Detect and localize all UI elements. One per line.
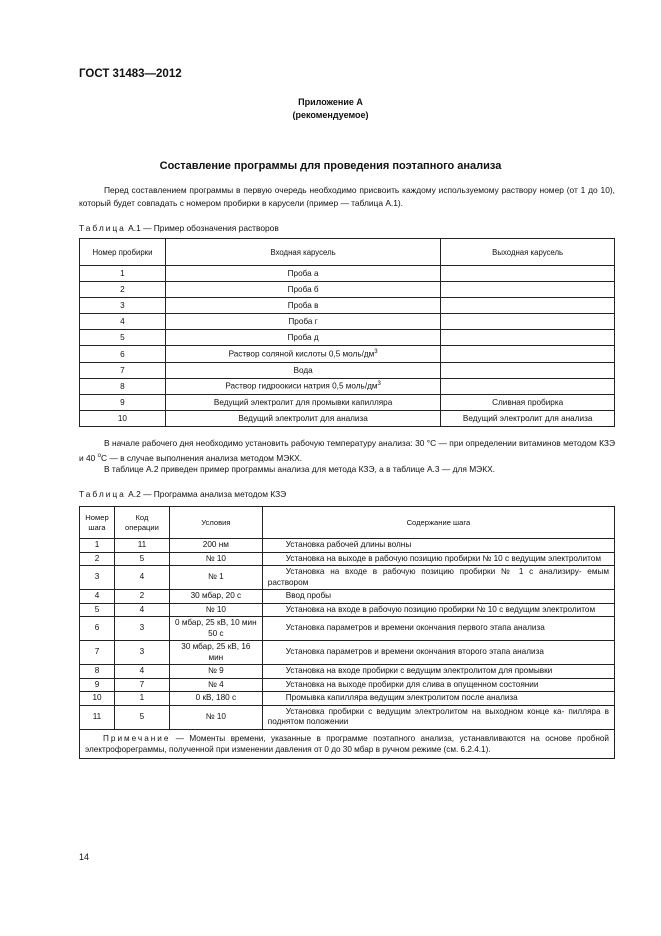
- column-header: Выходная карусель: [441, 239, 615, 266]
- column-header: Содержание шага: [262, 507, 614, 539]
- tables-reference-paragraph: В таблице А.2 приведен пример программы анализа для метода КЗЭ, а в таблице А.3 — для МЭКХ.: [104, 464, 495, 474]
- table-row: [80, 617, 615, 641]
- step-description-text: Установка рабочей длины волны: [285, 540, 412, 549]
- appendix-title: Приложение А: [298, 97, 363, 107]
- output-carousel-cell: Сливная пробирка: [441, 394, 615, 410]
- solutions-table: [79, 238, 615, 427]
- operation-code-cell: 11: [114, 539, 169, 553]
- table2-caption: [79, 489, 286, 499]
- step-description-text: Установка на выходе в рабочую позицию пробирки № 10 с ведущим электролитом: [285, 553, 601, 563]
- operation-code-cell: 2: [114, 590, 169, 604]
- conditions-cell: № 10: [169, 552, 262, 566]
- step-description-text: Установка параметров и времени окончания второго этапа анализа: [285, 647, 544, 657]
- tube-number-cell: 7: [80, 362, 166, 378]
- temperature-paragraph: [79, 437, 615, 464]
- superscript: 3: [377, 381, 381, 388]
- table-row: [80, 590, 615, 604]
- table1-caption: [79, 223, 279, 233]
- step-number-cell: 4: [80, 590, 115, 604]
- conditions-cell: № 9: [169, 665, 262, 679]
- input-carousel-text: Раствор соляной кислоты 0,5 моль/дм: [228, 349, 375, 359]
- appendix-subtitle: (рекомендуемое): [292, 110, 369, 120]
- step-description-cell: [262, 603, 614, 617]
- table-row: [80, 692, 615, 706]
- column-header: Входная карусель: [165, 239, 440, 266]
- input-carousel-cell: [165, 394, 440, 410]
- operation-code-cell: 4: [114, 665, 169, 679]
- output-carousel-cell: [441, 282, 615, 298]
- step-description-text: Установка на выходе пробирки для слива в опущенном состоянии: [285, 679, 539, 689]
- step-description-text: Установка на входе в рабочую позицию пробирки № 1 с анализиру- емым раствором: [267, 567, 609, 587]
- step-number-cell: 1: [80, 539, 115, 553]
- temperature-text-a: В начале рабочего дня необходимо установить рабочую температуру анализа: 30 °С — при определении витаминов методом КЗЭ и 40: [79, 438, 615, 463]
- operation-code-cell: 7: [114, 678, 169, 692]
- table-row: [80, 266, 615, 282]
- input-carousel-cell: [165, 362, 440, 378]
- analysis-program-table: [79, 506, 615, 759]
- conditions-cell: 0 мбар, 25 кВ, 10 мин 50 с: [169, 617, 262, 641]
- input-carousel-text: Проба б: [287, 285, 319, 295]
- output-carousel-cell: [441, 362, 615, 378]
- table-row: [80, 378, 615, 394]
- input-carousel-text: Проба в: [287, 301, 319, 311]
- input-carousel-text: Раствор гидроокиси натрия 0,5 моль/дм: [225, 382, 378, 392]
- page-number: 14: [79, 852, 90, 862]
- step-number-cell: 9: [80, 678, 115, 692]
- output-carousel-cell: [441, 378, 615, 394]
- note-text: — Моменты времени, указанные в программе поэтапного анализа, устанавливаются на основе пробной электрофореграммы, полученной при изменении давления от 0 до 30 мбар в ручном режиме (см. 6.2.4.1).: [85, 733, 610, 754]
- input-carousel-text: Ведущий электролит для промывки капилляра: [213, 397, 393, 407]
- step-description-cell: [262, 590, 614, 604]
- input-carousel-cell: [165, 330, 440, 346]
- table-row: [80, 346, 615, 362]
- table-row: [80, 539, 615, 553]
- step-description-text: Установка параметров и времени окончания первого этапа анализа: [285, 623, 545, 633]
- table-row: [80, 282, 615, 298]
- output-carousel-cell: [441, 346, 615, 362]
- output-carousel-cell: [441, 298, 615, 314]
- conditions-cell: № 10: [169, 705, 262, 729]
- step-description-cell: [262, 678, 614, 692]
- step-number-cell: 5: [80, 603, 115, 617]
- column-header: Условия: [169, 507, 262, 539]
- degree-mark: о: [97, 452, 101, 459]
- table2-caption-label: Таблица: [79, 489, 126, 499]
- conditions-cell: 0 кВ, 180 с: [169, 692, 262, 706]
- input-carousel-cell: [165, 378, 440, 394]
- step-number-cell: 10: [80, 692, 115, 706]
- step-description-text: Промывка капилляра ведущим электролитом после анализа: [285, 693, 518, 702]
- input-carousel-text: Ведущий электролит для анализа: [238, 413, 368, 423]
- tube-number-cell: 6: [80, 346, 166, 362]
- tube-number-cell: 2: [80, 282, 166, 298]
- input-carousel-cell: [165, 314, 440, 330]
- table-row: [80, 394, 615, 410]
- table-row: [80, 705, 615, 729]
- step-description-text: Ввод пробы: [285, 591, 332, 600]
- step-description-cell: [262, 566, 614, 590]
- input-carousel-cell: [165, 410, 440, 426]
- input-carousel-cell: [165, 346, 440, 362]
- conditions-cell: № 1: [169, 566, 262, 590]
- operation-code-cell: 1: [114, 692, 169, 706]
- conditions-cell: 200 нм: [169, 539, 262, 553]
- table-row: [80, 298, 615, 314]
- table-row: [80, 566, 615, 590]
- table-row: [80, 362, 615, 378]
- input-carousel-text: Вода: [293, 365, 313, 375]
- document-header: ГОСТ 31483—2012: [79, 68, 182, 80]
- operation-code-cell: 3: [114, 617, 169, 641]
- table1-caption-text: А.1 — Пример обозначения растворов: [128, 223, 279, 233]
- input-carousel-cell: [165, 298, 440, 314]
- temperature-text-b: С — в случае выполнения анализа методом МЭКХ.: [101, 452, 303, 463]
- superscript: 3: [374, 349, 378, 356]
- intro-paragraph: Перед составлением программы в первую очередь необходимо присвоить каждому используемому раствору номер (от 1 до 10), который будет совпадать с номером пробирки в карусели (пример — таблица А.1).: [79, 185, 615, 208]
- tube-number-cell: 1: [80, 266, 166, 282]
- operation-code-cell: 5: [114, 552, 169, 566]
- step-number-cell: 11: [80, 705, 115, 729]
- tube-number-cell: 3: [80, 298, 166, 314]
- conditions-cell: № 4: [169, 678, 262, 692]
- operation-code-cell: 3: [114, 641, 169, 665]
- note-label: Примечание: [103, 733, 171, 743]
- table-note: [80, 729, 615, 758]
- table-row: [80, 330, 615, 346]
- step-description-cell: [262, 705, 614, 729]
- table-row: [80, 603, 615, 617]
- output-carousel-cell: [441, 314, 615, 330]
- output-carousel-cell: [441, 266, 615, 282]
- output-carousel-cell: [441, 330, 615, 346]
- table-row: [80, 641, 615, 665]
- input-carousel-cell: [165, 282, 440, 298]
- input-carousel-cell: [165, 266, 440, 282]
- tube-number-cell: 4: [80, 314, 166, 330]
- column-header: Номер шага: [80, 507, 115, 539]
- operation-code-cell: 5: [114, 705, 169, 729]
- step-description-text: Установка пробирки с ведущим электролитом на выходном конце ка- пилляра в поднятом положении: [267, 706, 609, 726]
- table-row: [80, 552, 615, 566]
- step-number-cell: 7: [80, 641, 115, 665]
- step-description-cell: [262, 692, 614, 706]
- conditions-cell: № 10: [169, 603, 262, 617]
- column-header: Номер пробирки: [80, 239, 166, 266]
- step-description-text: Установка на входе в рабочую позицию пробирки № 10 с ведущим электролитом: [285, 604, 596, 614]
- step-description-cell: [262, 539, 614, 553]
- operation-code-cell: 4: [114, 566, 169, 590]
- tube-number-cell: 10: [80, 410, 166, 426]
- table-note-row: [80, 729, 615, 758]
- step-number-cell: 2: [80, 552, 115, 566]
- table1-caption-label: Таблица: [79, 223, 126, 233]
- tube-number-cell: 8: [80, 378, 166, 394]
- table-header-row: [80, 507, 615, 539]
- table2-caption-text: А.2 — Программа анализа методом КЗЭ: [128, 489, 287, 499]
- step-description-text: Установка на входе пробирки с ведущим электролитом для промывки: [285, 666, 553, 675]
- table-row: [80, 314, 615, 330]
- tube-number-cell: 9: [80, 394, 166, 410]
- tube-number-cell: 5: [80, 330, 166, 346]
- step-number-cell: 8: [80, 665, 115, 679]
- conditions-cell: 30 мбар, 25 кВ, 16 мин: [169, 641, 262, 665]
- input-carousel-text: Проба д: [287, 333, 319, 343]
- table-row: [80, 678, 615, 692]
- table-row: [80, 410, 615, 426]
- step-number-cell: 6: [80, 617, 115, 641]
- column-header: Код операции: [114, 507, 169, 539]
- step-number-cell: 3: [80, 566, 115, 590]
- step-description-cell: [262, 617, 614, 641]
- section-title: Составление программы для проведения поэтапного анализа: [159, 160, 502, 172]
- table-row: [80, 665, 615, 679]
- input-carousel-text: Проба а: [287, 269, 319, 279]
- step-description-cell: [262, 665, 614, 679]
- step-description-cell: [262, 641, 614, 665]
- conditions-cell: 30 мбар, 20 с: [169, 590, 262, 604]
- table-header-row: [80, 239, 615, 266]
- operation-code-cell: 4: [114, 603, 169, 617]
- input-carousel-text: Проба г: [288, 317, 318, 327]
- output-carousel-cell: Ведущий электролит для анализа: [441, 410, 615, 426]
- step-description-cell: [262, 552, 614, 566]
